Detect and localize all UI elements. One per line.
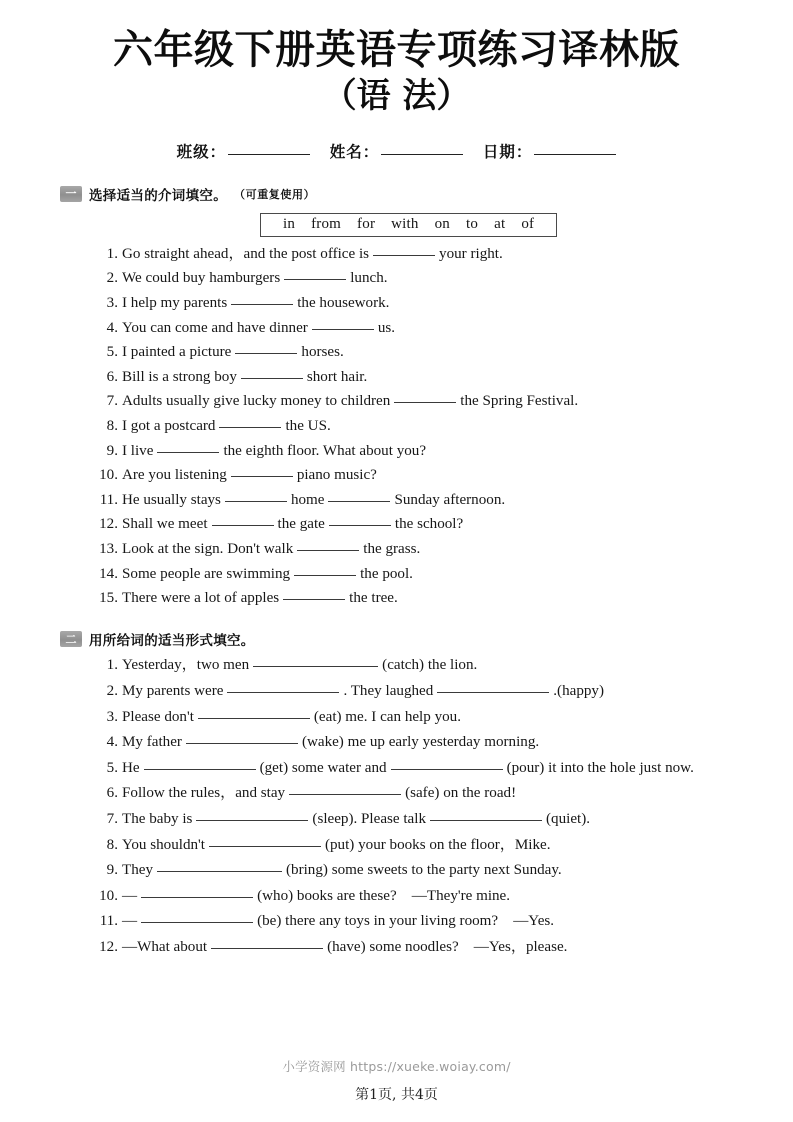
answer-blank[interactable] [231,475,293,477]
question-text-fragment: the school? [394,516,464,533]
question-text-fragment: My father [122,734,182,751]
question-text-fragment: the gate [277,516,325,533]
question-text-fragment: piano music? [296,467,377,484]
question-text-fragment: (put) your books on the floor，Mike. [324,836,551,853]
answer-blank[interactable] [297,549,359,551]
question-text-fragment: Please don't [122,708,194,725]
question-text [122,417,331,435]
question-text-fragment: — [122,913,138,930]
answer-blank[interactable] [144,768,256,770]
answer-blank[interactable] [196,819,308,821]
question-number: 3. [106,294,118,311]
answer-blank[interactable] [294,574,356,576]
question-text-fragment: Bill is a strong boy [122,368,237,385]
answer-blank[interactable] [198,717,310,719]
section-note: （可重复使用） [234,187,316,201]
question-text-fragment: the Spring Festival. [460,393,579,410]
question-text-fragment: (be) there any toys in your living room? —Yes. [257,913,555,930]
question-row [0,708,793,726]
question-number: 7. [106,810,118,827]
question-row [0,269,793,287]
answer-blank[interactable] [219,426,281,428]
answer-blank[interactable] [328,500,390,502]
question-row [0,515,793,533]
section-header [60,184,793,204]
question-number: 4. [106,734,118,751]
section-number-badge: 二 [60,631,82,647]
question-text-fragment: the tree. [349,590,398,607]
question-text-fragment: (bring) some sweets to the party next Sunday. [286,862,562,879]
question-row [0,540,793,558]
answer-blank[interactable] [157,451,219,453]
question-text-fragment: You shouldn't [122,836,205,853]
question-text-fragment: Adults usually give lucky money to children [122,393,391,410]
question-text-fragment: us. [377,319,396,336]
question-number: 8. [106,836,118,853]
question-text [122,368,367,386]
question-text-fragment: — [122,887,138,904]
question-text-fragment: I painted a picture [122,344,232,361]
question-row [0,733,793,751]
question-number: 5. [106,759,118,776]
question-text-fragment: lunch. [350,270,388,287]
question-text [122,442,426,460]
question-text-fragment: Look at the sign. Don't walk [122,541,294,557]
answer-blank[interactable] [235,352,297,354]
question-row [0,417,793,435]
name-label: 姓名： [329,141,380,161]
answer-blank[interactable] [141,896,253,898]
question-number: 2. [106,682,118,699]
word-bank-item: for [357,215,376,232]
question-text [122,912,554,930]
question-text [122,491,505,509]
question-text-fragment: I got a postcard [122,417,216,434]
question-text [122,733,539,751]
class-field[interactable] [177,140,311,162]
word-bank-item: with [391,215,419,232]
question-text-fragment: (have) some noodles? —Yes，please. [327,939,568,956]
question-row [0,392,793,410]
question-text-fragment: I live [122,442,154,459]
question-row [0,565,793,583]
question-number: 12. [99,516,118,533]
question-text-fragment: (eat) me. I can help you. [313,708,461,725]
question-number: 3. [106,708,118,725]
name-field[interactable] [330,140,464,162]
answer-blank[interactable] [283,598,345,600]
question-row [0,759,793,777]
date-field[interactable] [483,140,617,162]
question-text [122,887,510,905]
question-text [122,565,413,583]
question-text-fragment: —What about [122,939,208,956]
question-text-fragment: Some people are swimming [122,565,291,582]
question-text [122,343,344,361]
question-text-fragment: the grass. [363,541,421,557]
question-text [122,515,463,533]
question-text [122,836,551,854]
answer-blank[interactable] [289,793,401,795]
question-number: 6. [106,368,118,385]
section-1 [0,184,793,608]
question-row [0,912,793,930]
word-bank-item: to [466,215,479,232]
question-text-fragment: Go straight ahead，and the post office is [122,245,370,262]
question-text-fragment: . They laughed [343,682,434,699]
answer-blank[interactable] [241,377,303,379]
question-text-fragment: You can come and have dinner [122,319,308,336]
question-row [0,938,793,956]
question-text-fragment: Sunday afternoon. [394,491,506,508]
question-number: 10. [99,467,118,484]
word-bank-item: in [283,215,296,232]
answer-blank[interactable] [284,278,346,280]
question-text [122,589,398,607]
question-text-fragment: (safe) on the road! [405,785,517,802]
question-number: 14. [99,565,118,582]
section-title: 选择适当的介词填空。 [89,187,227,204]
question-text [122,540,420,558]
question-number: 13. [99,541,118,557]
word-bank [260,213,557,237]
question-text [122,938,567,956]
answer-blank[interactable] [394,401,456,403]
question-number: 9. [106,862,118,879]
question-text-fragment: Follow the rules，and stay [122,785,286,802]
answer-blank[interactable] [225,500,287,502]
question-text-fragment: He [122,759,140,776]
student-info-line [0,140,793,162]
question-text [122,708,461,726]
question-text-fragment: (pour) it into the hole just now. [506,759,694,776]
question-row [0,319,793,337]
question-number: 15. [99,590,118,607]
question-row [0,682,793,700]
question-text [122,810,590,828]
section-number-badge: 一 [60,186,82,202]
question-number: 8. [106,417,118,434]
question-text-fragment: There were a lot of apples [122,590,280,607]
word-bank-item: from [311,215,342,232]
question-text [122,466,377,484]
question-text-fragment: (quiet). [546,810,591,827]
answer-blank[interactable] [157,870,282,872]
question-number: 1. [106,657,118,674]
question-row [0,784,793,802]
question-text [122,269,388,287]
question-text-fragment: horses. [301,344,344,361]
question-row [0,491,793,509]
question-text-fragment: My parents were [122,682,224,699]
question-number: 12. [99,939,118,956]
answer-blank[interactable] [373,254,435,256]
question-row [0,368,793,386]
question-row [0,810,793,828]
question-text-fragment: (catch) the lion. [382,657,478,674]
question-text-fragment: the pool. [360,565,413,582]
word-bank-item: of [521,215,535,232]
section-title: 用所给词的适当形式填空。 [89,633,255,650]
question-row [0,861,793,879]
question-text [122,784,516,802]
question-list [0,245,793,608]
answer-blank[interactable] [312,328,374,330]
answer-blank[interactable] [253,665,378,667]
question-row [0,466,793,484]
answer-blank[interactable] [430,819,542,821]
question-text [122,392,578,410]
answer-blank[interactable] [211,947,323,949]
question-text-fragment: the eighth floor. What about you? [223,442,427,459]
question-number: 9. [106,442,118,459]
question-row [0,589,793,607]
page-footer [0,1057,793,1104]
question-number: 5. [106,344,118,361]
answer-blank[interactable] [437,691,549,693]
question-list [0,656,793,956]
date-label: 日期： [482,141,533,161]
page-number: 第1页, 共4页 [355,1087,438,1103]
question-row [0,294,793,312]
question-text-fragment: Shall we meet [122,516,208,533]
date-blank[interactable] [534,153,616,155]
word-bank-item: at [494,215,506,232]
question-text-fragment: (get) some water and [259,759,387,776]
class-label: 班级： [176,141,227,161]
answer-blank[interactable] [227,691,339,693]
question-text-fragment: Yesterday，two men [122,657,250,674]
answer-blank[interactable] [141,921,253,923]
question-text-fragment: He usually stays [122,491,221,508]
answer-blank[interactable] [231,303,293,305]
question-row [0,245,793,263]
page-subtitle: （语 法） [322,76,471,117]
question-number: 6. [106,785,118,802]
question-text-fragment: short hair. [306,368,368,385]
answer-blank[interactable] [209,845,321,847]
answer-blank[interactable] [212,524,274,526]
question-text-fragment: The baby is [122,810,193,827]
question-text-fragment: your right. [439,245,503,262]
question-text-fragment: home [290,491,325,508]
name-blank[interactable] [381,153,463,155]
question-number: 11. [99,491,118,508]
question-number: 7. [106,393,118,410]
question-text [122,861,562,879]
question-number: 1. [106,245,118,262]
watermark-text: 小学资源网 https://xueke.woiay.com/ [282,1059,511,1074]
question-text-fragment: (sleep). Please talk [312,810,427,827]
question-text [122,294,389,312]
question-text-fragment: I help my parents [122,294,228,311]
section-2 [0,629,793,956]
question-text [122,759,694,777]
answer-blank[interactable] [186,742,298,744]
question-text [122,245,503,263]
title-block [0,0,793,118]
section-header [60,629,793,649]
question-number: 2. [106,270,118,287]
question-text-fragment: the housework. [297,294,390,311]
question-number: 4. [106,319,118,336]
question-text-fragment: We could buy hamburgers [122,270,281,287]
question-text-fragment: the US. [285,417,331,434]
question-text [122,319,395,337]
sections-container [0,184,793,956]
word-bank-wrapper [0,213,793,237]
word-bank-item: on [434,215,451,232]
question-text [122,682,604,700]
question-text-fragment: Are you listening [122,467,227,484]
page-title: 六年级下册英语专项练习译林版 [113,26,680,73]
question-number: 11. [99,913,118,930]
question-text-fragment: They [122,862,154,879]
question-text [122,656,477,674]
question-row [0,343,793,361]
question-text-fragment: (wake) me up early yesterday morning. [301,734,540,751]
question-text-fragment: .(happy) [553,682,604,699]
answer-blank[interactable] [391,768,503,770]
question-row [0,887,793,905]
answer-blank[interactable] [329,524,391,526]
question-row [0,442,793,460]
question-text-fragment: (who) books are these? —They're mine. [257,887,511,904]
class-blank[interactable] [228,153,310,155]
question-row [0,656,793,674]
question-number: 10. [99,887,118,904]
question-row [0,836,793,854]
